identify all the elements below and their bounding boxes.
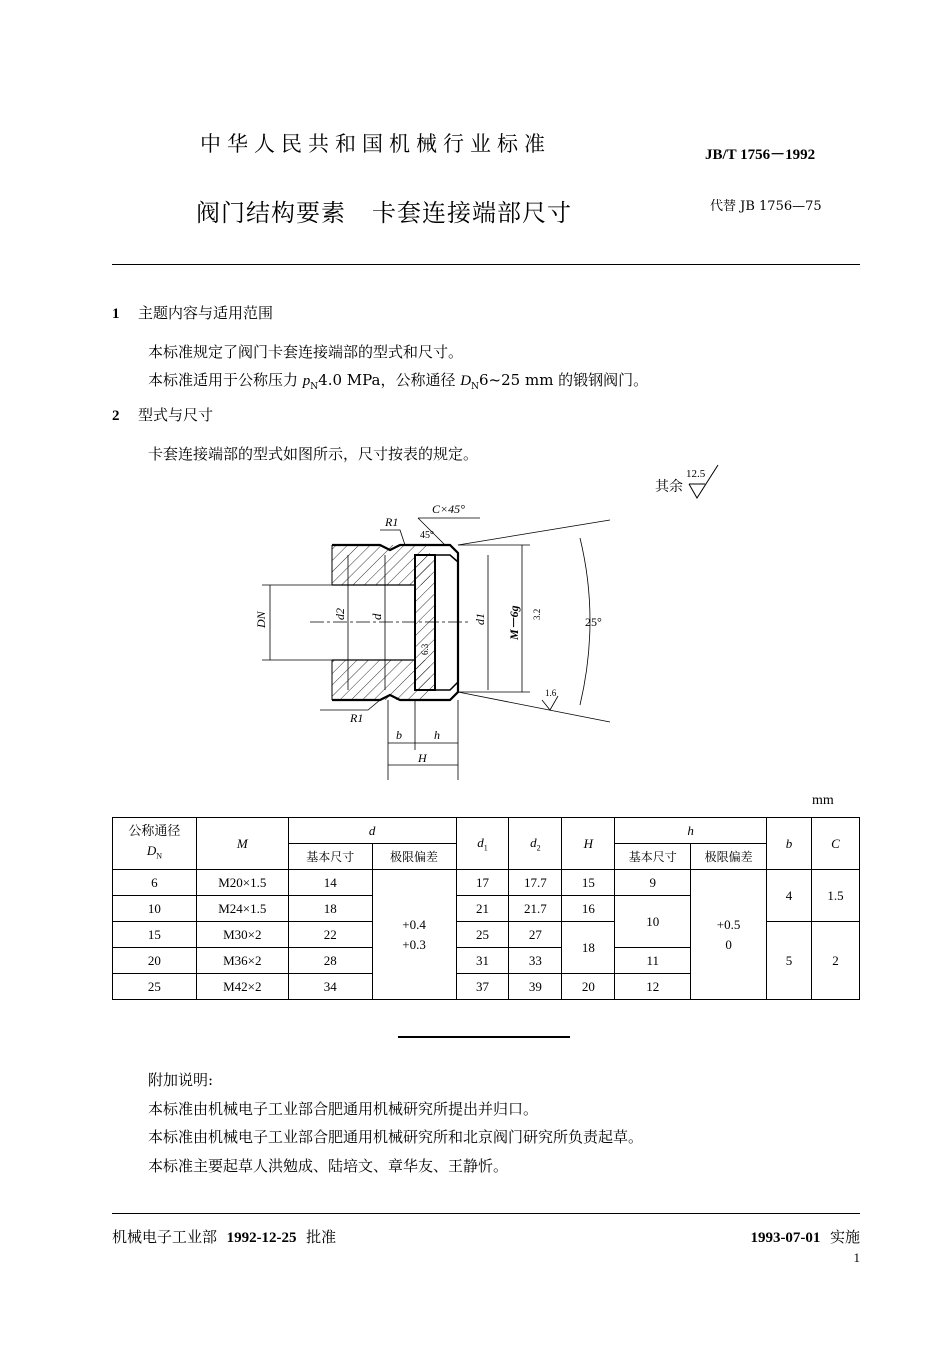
cell-d2: 33 (509, 948, 562, 974)
th-h: h (615, 818, 767, 844)
th-h-tol: 极限偏差 (691, 844, 767, 870)
replaces-note: 代替 JB 1756—75 (710, 199, 822, 214)
section2-title: 型式与尺寸 (138, 406, 214, 424)
cell-d: 34 (288, 974, 372, 1000)
th-d-basic: 基本尺寸 (288, 844, 372, 870)
section2-number: 2 (112, 408, 120, 424)
unit-label: mm (812, 793, 834, 808)
title-part1: 阀门结构要素 (196, 199, 346, 227)
footer-rule (112, 1213, 860, 1214)
cell-H: 15 (562, 870, 615, 896)
end-of-body-rule (398, 1036, 570, 1038)
label-d2: d2 (333, 608, 347, 620)
cell-H: 18 (562, 922, 615, 974)
end-connection-drawing (240, 460, 730, 785)
section1-para2 (148, 369, 648, 392)
cell-d2: 27 (509, 922, 562, 948)
th-b: b (767, 818, 812, 870)
label-h-small: h (434, 728, 440, 742)
approve-word: 批准 (306, 1228, 337, 1246)
label-b: b (396, 728, 402, 742)
cell-d2: 17.7 (509, 870, 562, 896)
section2-para1: 卡套连接端部的型式如图所示，尺寸按表的规定。 (148, 445, 479, 463)
cell-d: 28 (288, 948, 372, 974)
note-3: 本标准主要起草人洪勉成、陆培文、章华友、王静忻。 (148, 1157, 509, 1175)
cell-d2: 39 (509, 974, 562, 1000)
approval-line (112, 1226, 336, 1247)
cell-d1: 25 (456, 922, 509, 948)
cell-d1: 21 (456, 896, 509, 922)
pn-sub: N (310, 382, 319, 392)
cell-h: 10 (615, 896, 691, 948)
table-header-row1 (113, 818, 860, 844)
section1-title: 主题内容与适用范围 (138, 304, 274, 322)
cell-dn: 6 (113, 870, 197, 896)
approve-date: 1992-12-25 (226, 1230, 297, 1246)
section1-para1: 本标准规定了阀门卡套连接端部的型式和尺寸。 (148, 343, 464, 361)
page-number: 1 (853, 1250, 860, 1265)
th-dn: 公称通径 $D_N$ (113, 818, 197, 870)
dn-sub: N (471, 382, 479, 392)
roughness-value: 12.5 (686, 468, 706, 480)
cell-d1: 37 (456, 974, 509, 1000)
cell-h-tol: +0.5 0 (691, 870, 767, 1000)
title-part2: 卡套连接端部尺寸 (372, 199, 572, 227)
cell-d: 22 (288, 922, 372, 948)
th-c: C (811, 818, 859, 870)
cell-H: 20 (562, 974, 615, 1000)
impl-date: 1993-07-01 (750, 1230, 821, 1246)
cell-dn: 10 (113, 896, 197, 922)
cell-h: 12 (615, 974, 691, 1000)
table-row (113, 870, 860, 896)
approver: 机械电子工业部 (112, 1228, 218, 1246)
label-angle45: 45° (420, 530, 434, 541)
label-angle25: 25° (585, 615, 602, 629)
dimension-table (112, 817, 860, 1000)
label-d1: d1 (473, 613, 487, 625)
label-chamfer: C×45° (432, 502, 465, 516)
label-ra32: 3.2 (532, 608, 542, 620)
section1-number: 1 (112, 306, 120, 322)
cell-d: 18 (288, 896, 372, 922)
th-h-basic: 基本尺寸 (615, 844, 691, 870)
label-r1-top: R1 (385, 515, 399, 529)
cell-m: M36×2 (196, 948, 288, 974)
cell-d1: 17 (456, 870, 509, 896)
label-d: d (369, 613, 384, 620)
roughness-prefix: 其余 (655, 479, 683, 495)
para2-text-b: 4.0 MPa，公称通径 (318, 371, 461, 389)
label-r1-bottom: R1 (350, 711, 364, 725)
label-ra63: 6.3 (420, 643, 430, 655)
cell-c: 2 (811, 922, 859, 1000)
document-title (196, 193, 572, 228)
cell-h: 9 (615, 870, 691, 896)
cell-dn: 25 (113, 974, 197, 1000)
cell-m: M20×1.5 (196, 870, 288, 896)
implementation-line (750, 1226, 860, 1247)
th-d-tol: 极限偏差 (372, 844, 456, 870)
label-ra16: 1.6 (545, 688, 557, 698)
cell-m: M42×2 (196, 974, 288, 1000)
cell-dn: 20 (113, 948, 197, 974)
cell-c: 1.5 (811, 870, 859, 922)
section2-heading (112, 404, 213, 425)
cell-dn: 15 (113, 922, 197, 948)
notes-heading: 附加说明: (148, 1071, 214, 1089)
cell-d-tol: +0.4 +0.3 (372, 870, 456, 1000)
th-d1: $d_1$ (456, 818, 509, 870)
section1-heading (112, 302, 273, 323)
cell-m: M24×1.5 (196, 896, 288, 922)
label-thread: M－6g (507, 605, 521, 640)
note-1: 本标准由机械电子工业部合肥通用机械研究所提出并归口。 (148, 1100, 539, 1118)
dn-symbol: D (460, 373, 472, 389)
header-rule (112, 264, 860, 265)
cell-d: 14 (288, 870, 372, 896)
impl-word: 实施 (829, 1228, 860, 1246)
cell-H: 16 (562, 896, 615, 922)
label-H: H (418, 751, 427, 765)
cell-d1: 31 (456, 948, 509, 974)
cell-b: 5 (767, 922, 812, 1000)
org-title: 中华人民共和国机械行业标准 (200, 132, 551, 156)
th-m: M (196, 818, 288, 870)
cell-d2: 21.7 (509, 896, 562, 922)
pn-symbol: p (302, 373, 311, 389)
para2-text-c: 6~25 mm 的锻钢阀门。 (479, 371, 649, 389)
para2-text-a: 本标准适用于公称压力 (148, 371, 303, 389)
cell-h: 11 (615, 948, 691, 974)
standard-number: JB/T 1756－1992 (705, 147, 816, 163)
label-dn: DN (254, 611, 268, 628)
th-d: d (288, 818, 456, 844)
th-d2: $d_2$ (509, 818, 562, 870)
th-H: H (562, 818, 615, 870)
cell-m: M30×2 (196, 922, 288, 948)
cell-b: 4 (767, 870, 812, 922)
note-2: 本标准由机械电子工业部合肥通用机械研究所和北京阀门研究所负责起草。 (148, 1128, 644, 1146)
